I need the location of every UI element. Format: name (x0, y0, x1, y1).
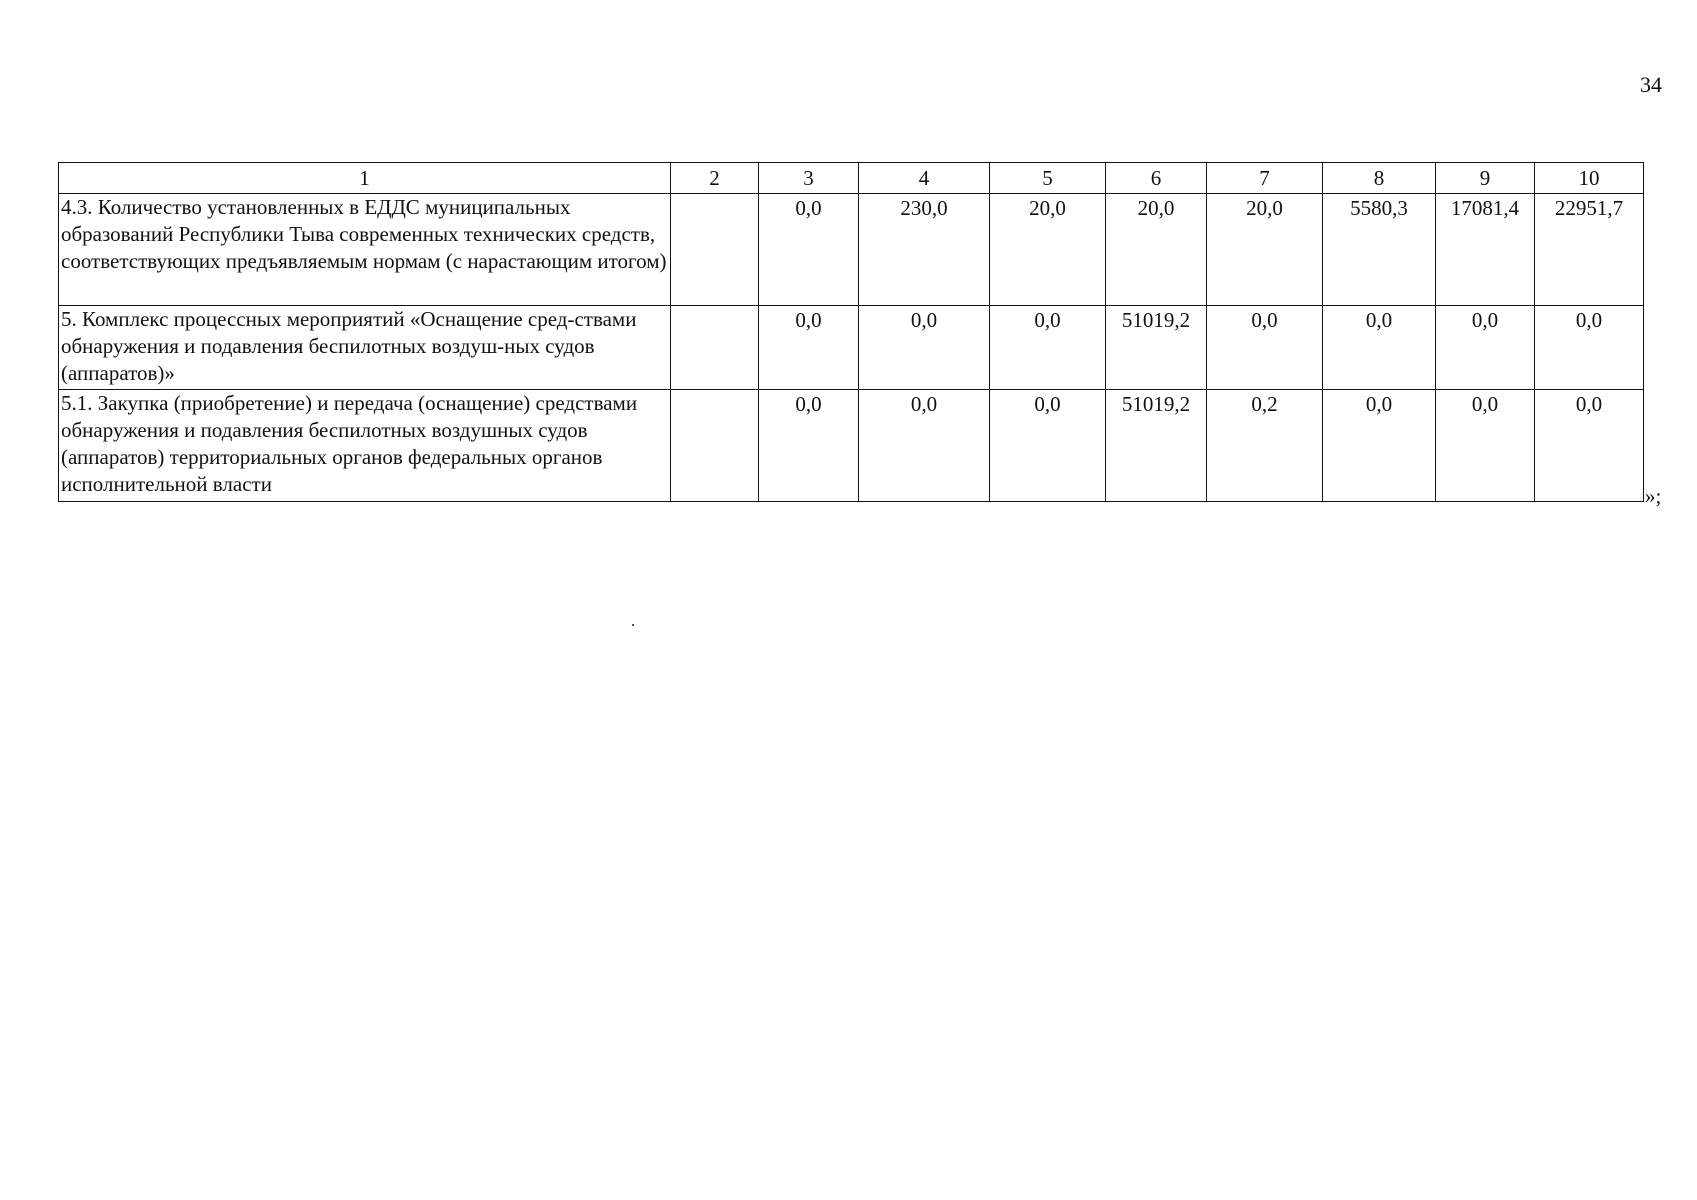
table-cell: 0,0 (990, 306, 1106, 390)
column-header: 6 (1106, 163, 1207, 194)
table-row (59, 194, 1644, 306)
table-cell: 20,0 (1207, 194, 1323, 306)
table-cell: 0,0 (759, 194, 859, 306)
table-cell: 0,0 (990, 390, 1106, 502)
column-header: 7 (1207, 163, 1323, 194)
table-cell: 17081,4 (1436, 194, 1535, 306)
table-cell: 0,0 (1535, 390, 1644, 502)
table-cell (671, 390, 759, 502)
table-cell: 0,0 (1207, 306, 1323, 390)
table-cell: 20,0 (1106, 194, 1207, 306)
column-header: 2 (671, 163, 759, 194)
table-row (59, 390, 1644, 502)
page-number: 34 (1640, 72, 1662, 97)
row-name: 5. Комплекс процессных мероприятий «Оснащение сред-ствами обнаружения и подавления беспилотных воздуш-ных судов (аппаратов)» (59, 306, 671, 390)
data-table (58, 162, 1644, 502)
table-cell (671, 306, 759, 390)
table-cell: 0,0 (1436, 306, 1535, 390)
table-cell: 0,0 (1323, 306, 1436, 390)
scan-speck (632, 624, 634, 626)
header-row (59, 163, 1644, 194)
table-cell: 0,0 (1535, 306, 1644, 390)
table-cell: 0,0 (859, 306, 990, 390)
column-header: 8 (1323, 163, 1436, 194)
table-row (59, 306, 1644, 390)
table-cell (671, 194, 759, 306)
column-header: 9 (1436, 163, 1535, 194)
table-cell: 20,0 (990, 194, 1106, 306)
table-cell: 0,0 (759, 306, 859, 390)
table-cell: 5580,3 (1323, 194, 1436, 306)
column-header: 10 (1535, 163, 1644, 194)
closing-quote: »; (1645, 484, 1662, 508)
table-cell: 51019,2 (1106, 306, 1207, 390)
table-cell: 230,0 (859, 194, 990, 306)
table-cell: 0,0 (859, 390, 990, 502)
row-name: 5.1. Закупка (приобретение) и передача (оснащение) средствами обнаружения и подавления беспилотных воздушных судов (аппаратов) территориальных органов федеральных органов исполнительной власти (59, 390, 671, 502)
column-header: 1 (59, 163, 671, 194)
table-cell: 0,0 (1323, 390, 1436, 502)
column-header: 5 (990, 163, 1106, 194)
row-name: 4.3. Количество установленных в ЕДДС муниципальных образований Республики Тыва современных технических средств, соответствующих предъявляемым нормам (с нарастающим итогом) (59, 194, 671, 306)
table-cell: 0,0 (1436, 390, 1535, 502)
column-header: 4 (859, 163, 990, 194)
table-cell: 0,0 (759, 390, 859, 502)
table-cell: 0,2 (1207, 390, 1323, 502)
table-cell: 22951,7 (1535, 194, 1644, 306)
column-header: 3 (759, 163, 859, 194)
table-cell: 51019,2 (1106, 390, 1207, 502)
